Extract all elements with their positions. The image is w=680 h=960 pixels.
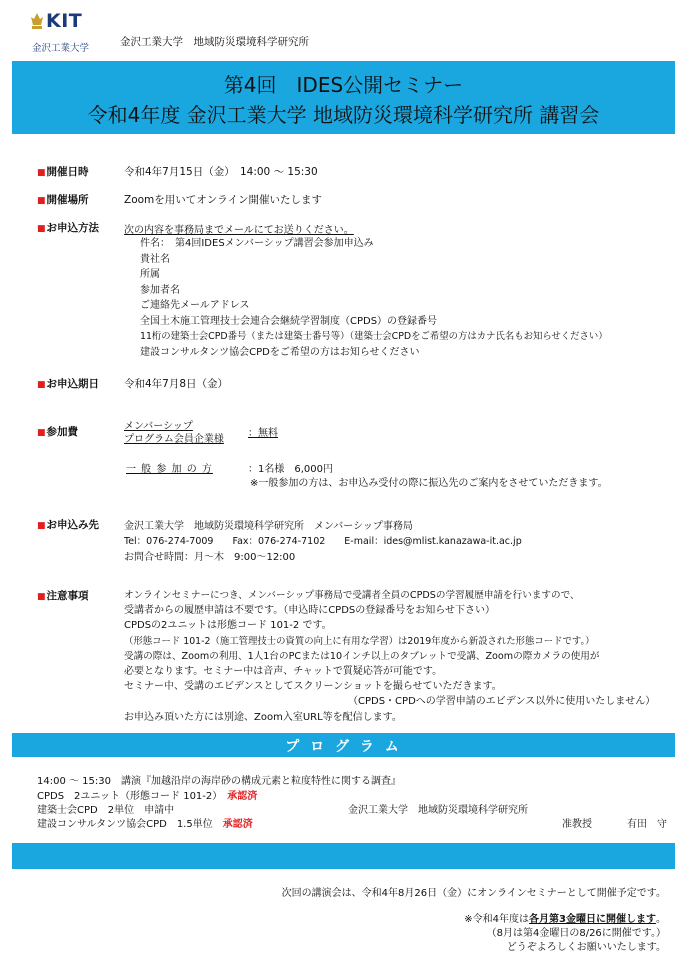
value-date: 令和4年7月15日（金） 14:00 ～ 15:30 [124, 166, 318, 178]
fee-general-label: 一 般 参 加 の 方 [126, 464, 213, 475]
label-contact: ■お申込み先 [37, 519, 100, 531]
program-lecture: 講演『加越沿岸の海岸砂の構成元素と粒度特性に関する調査』 [121, 776, 401, 787]
logo-kit-text: KIT [46, 10, 83, 32]
apply-item: 11桁の建築士会CPD番号（または建築士番号等）（建築士会CPDをご希望の方はカナ氏名もお知らせください） [140, 331, 608, 342]
apply-item: 全国土木施工管理技士会連合会継続学習制度（CPDS）の登録番号 [140, 315, 438, 327]
fee-general-note: ※一般参加の方は、お申込み受付の際に振込先のご案内をさせていただきます。 [250, 478, 608, 489]
bullet-square-icon: ■ [37, 168, 46, 178]
contact-line2: Tel：076-274-7009 Fax：076-274-7102 E-mail：ides@mlist.kanazawa-it.ac.jp [124, 536, 522, 547]
label-fee: ■参加費 [37, 426, 79, 438]
value-deadline: 令和4年7月8日（金） [124, 378, 229, 390]
label-apply: ■お申込方法 [37, 222, 100, 234]
kit-logo [30, 10, 110, 58]
speaker-title: 准教授 [562, 819, 592, 830]
title-banner [12, 61, 675, 134]
program-arch-cpd: 建築士会CPD 2単位 申請中 [37, 805, 175, 816]
apply-items [140, 236, 608, 360]
bullet-square-icon: ■ [37, 521, 46, 531]
program-consul-status: 承認済 [222, 819, 253, 830]
program-heading: プ ロ グ ラ ム [285, 739, 402, 755]
bottom-banner [12, 843, 675, 869]
bullet-square-icon: ■ [37, 380, 46, 390]
fee-member-label2: プログラム会員企業様 [124, 434, 224, 445]
notes-line: 必要となります。セミナー中は音声、チャットで質疑応答が可能です。 [124, 666, 443, 678]
logo-sub-text: 金沢工業大学 [32, 43, 90, 54]
bullet-square-icon: ■ [37, 196, 46, 206]
program-time: 14:00 ～ 15:30 [37, 776, 121, 787]
notes-line: セミナー中、受講のエビデンスとしてスクリーンショットを撮らせていただきます。 [124, 681, 502, 693]
program-cpds-line [37, 787, 257, 802]
kit-emblem-icon [30, 13, 44, 31]
bullet-square-icon: ■ [37, 224, 46, 234]
apply-item: 貴社名 [140, 253, 170, 265]
label-date: ■開催日時 [37, 166, 89, 178]
title-line1: 第4回 IDES公開セミナー [223, 73, 464, 97]
footer-note1: ※令和4年度は各月第3金曜日に開催します。 [464, 914, 666, 925]
fee-general-value: ：1名様 6,000円 [248, 464, 333, 475]
notes-line: （CPDS・CPDへの学習申請のエビデンス以外に使用いたしません） [348, 696, 656, 708]
footer-note2: （8月は第4金曜日の8/26に開催です。） [486, 928, 666, 939]
speaker-name: 有田 守 [627, 819, 667, 830]
bullet-square-icon: ■ [37, 592, 46, 602]
notes-line: 受講の際は、Zoomの利用、1人1台のPCまたは10インチ以上のタブレットで受講、Zoomの際カメラの使用が [124, 650, 600, 662]
notes-line: 受講者からの履歴申請は不要です。（申込時にCPDSの登録番号をお知らせ下さい） [124, 605, 495, 617]
notes-block [124, 588, 655, 725]
label-deadline: ■お申込期日 [37, 378, 100, 390]
apply-item: ご連絡先メールアドレス [140, 300, 250, 311]
notes-line: お申込み頂いた方には別途、Zoom入室URL等を配信します。 [124, 711, 402, 723]
apply-intro: 次の内容を事務局までメールにてお送りください。 [124, 225, 354, 236]
apply-item: 参加者名 [140, 284, 180, 296]
apply-item: 件名： 第4回IDESメンバーシップ講習会参加申込み [140, 238, 374, 249]
program-banner [12, 733, 675, 757]
bullet-square-icon: ■ [37, 428, 46, 438]
contact-line3: お問合せ時間：月～木 9:00～12:00 [124, 552, 296, 563]
value-venue: Zoomを用いてオンライン開催いたします [124, 194, 322, 206]
notes-line: CPDSの2ユニットは形態コード 101-2 です。 [124, 620, 332, 632]
fee-member-label1: メンバーシップ [124, 421, 193, 432]
footer-next: 次回の講演会は、令和4年8月26日（金）にオンラインセミナーとして開催予定です。 [281, 888, 666, 899]
apply-item: 所属 [140, 269, 160, 280]
program-consul-line [37, 815, 253, 830]
contact-line1: 金沢工業大学 地域防災環境科学研究所 メンバーシップ事務局 [124, 521, 413, 532]
apply-item: 建設コンサルタンツ協会CPDをご希望の方はお知らせください [140, 346, 420, 358]
program-cpds-status: 承認済 [227, 791, 258, 802]
speaker-org: 金沢工業大学 地域防災環境科学研究所 [348, 805, 528, 816]
notes-line: （形態コード 101-2（施工管理技士の資質の向上に有用な学習）は2019年度から新設された形態コードです。） [124, 635, 595, 647]
program-consul-cpd: 建設コンサルタンツ協会CPD 1.5単位 [37, 819, 213, 830]
fee-member-value: ：無料 [248, 428, 278, 439]
label-notes: ■注意事項 [37, 590, 89, 602]
title-line2: 令和4年度 金沢工業大学 地域防災環境科学研究所 講習会 [87, 103, 600, 127]
program-lecture-line [37, 772, 401, 787]
notes-line: オンラインセミナーにつき、メンバーシップ事務局で受講者全員のCPDSの学習履歴申請を行いますので、 [124, 590, 580, 601]
program-cpds: CPDS 2ユニット（形態コード 101-2） [37, 791, 218, 802]
label-venue: ■開催場所 [37, 194, 89, 206]
header-institute: 金沢工業大学 地域防災環境科学研究所 [120, 36, 309, 48]
footer-note3: どうぞよろしくお願いいたします。 [506, 942, 666, 953]
